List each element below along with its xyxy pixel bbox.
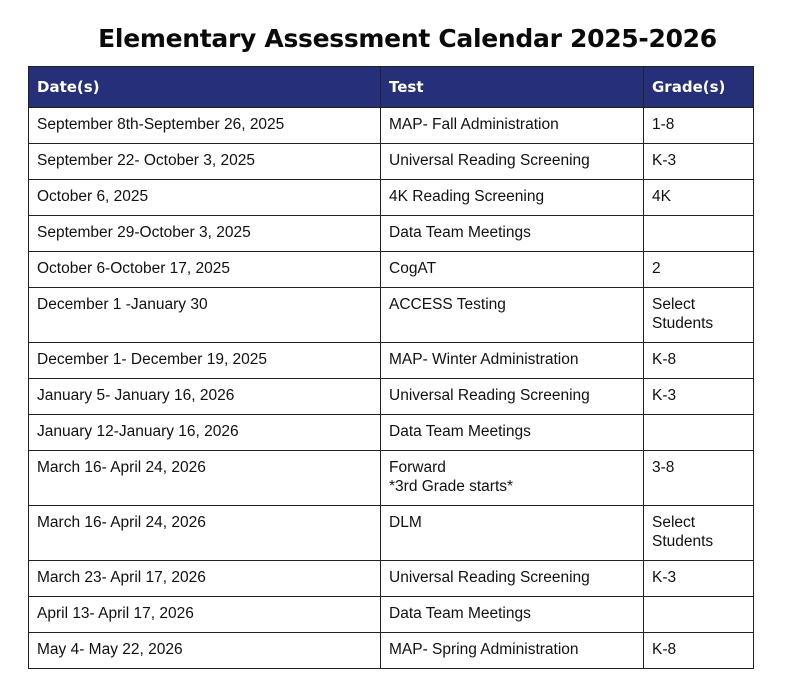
cell-test: ACCESS Testing bbox=[381, 288, 644, 343]
table-row bbox=[29, 144, 754, 180]
cell-grades bbox=[644, 597, 754, 633]
cell-test: DLM bbox=[381, 506, 644, 561]
cell-grades: K-3 bbox=[644, 561, 754, 597]
table-row bbox=[29, 633, 754, 669]
table-row bbox=[29, 252, 754, 288]
cell-dates: March 23- April 17, 2026 bbox=[29, 561, 381, 597]
cell-test: Universal Reading Screening bbox=[381, 379, 644, 415]
table-row bbox=[29, 108, 754, 144]
cell-test: Universal Reading Screening bbox=[381, 561, 644, 597]
cell-grades: 2 bbox=[644, 252, 754, 288]
cell-grades: 3-8 bbox=[644, 451, 754, 506]
cell-grades: 1-8 bbox=[644, 108, 754, 144]
table-row bbox=[29, 379, 754, 415]
cell-dates: September 29-October 3, 2025 bbox=[29, 216, 381, 252]
cell-grades: 4K bbox=[644, 180, 754, 216]
cell-test: Universal Reading Screening bbox=[381, 144, 644, 180]
cell-dates: October 6, 2025 bbox=[29, 180, 381, 216]
cell-dates: March 16- April 24, 2026 bbox=[29, 506, 381, 561]
assessment-calendar-table bbox=[28, 66, 754, 669]
cell-grades: Select Students bbox=[644, 506, 754, 561]
column-header-test: Test bbox=[381, 67, 644, 108]
cell-dates: September 8th-September 26, 2025 bbox=[29, 108, 381, 144]
cell-test: Data Team Meetings bbox=[381, 216, 644, 252]
cell-dates: April 13- April 17, 2026 bbox=[29, 597, 381, 633]
table-row bbox=[29, 597, 754, 633]
cell-dates: December 1- December 19, 2025 bbox=[29, 343, 381, 379]
table-row bbox=[29, 343, 754, 379]
cell-dates: January 5- January 16, 2026 bbox=[29, 379, 381, 415]
column-header-grades: Grade(s) bbox=[644, 67, 754, 108]
cell-test: Forward *3rd Grade starts* bbox=[381, 451, 644, 506]
table-row bbox=[29, 216, 754, 252]
cell-grades: K-3 bbox=[644, 144, 754, 180]
cell-test: Data Team Meetings bbox=[381, 415, 644, 451]
cell-dates: May 4- May 22, 2026 bbox=[29, 633, 381, 669]
cell-test: CogAT bbox=[381, 252, 644, 288]
cell-dates: September 22- October 3, 2025 bbox=[29, 144, 381, 180]
cell-grades: Select Students bbox=[644, 288, 754, 343]
table-row bbox=[29, 288, 754, 343]
cell-dates: October 6-October 17, 2025 bbox=[29, 252, 381, 288]
table-row bbox=[29, 506, 754, 561]
table-row bbox=[29, 561, 754, 597]
table-header-row bbox=[29, 67, 754, 108]
cell-dates: December 1 -January 30 bbox=[29, 288, 381, 343]
table-row bbox=[29, 451, 754, 506]
cell-test: MAP- Fall Administration bbox=[381, 108, 644, 144]
cell-grades: K-3 bbox=[644, 379, 754, 415]
cell-grades bbox=[644, 415, 754, 451]
cell-grades bbox=[644, 216, 754, 252]
cell-test: MAP- Winter Administration bbox=[381, 343, 644, 379]
table-row bbox=[29, 180, 754, 216]
column-header-dates: Date(s) bbox=[29, 67, 381, 108]
cell-grades: K-8 bbox=[644, 343, 754, 379]
cell-test: MAP- Spring Administration bbox=[381, 633, 644, 669]
cell-test: 4K Reading Screening bbox=[381, 180, 644, 216]
page-title: Elementary Assessment Calendar 2025-2026 bbox=[98, 24, 717, 53]
cell-test: Data Team Meetings bbox=[381, 597, 644, 633]
cell-dates: January 12-January 16, 2026 bbox=[29, 415, 381, 451]
cell-grades: K-8 bbox=[644, 633, 754, 669]
table-row bbox=[29, 415, 754, 451]
cell-dates: March 16- April 24, 2026 bbox=[29, 451, 381, 506]
